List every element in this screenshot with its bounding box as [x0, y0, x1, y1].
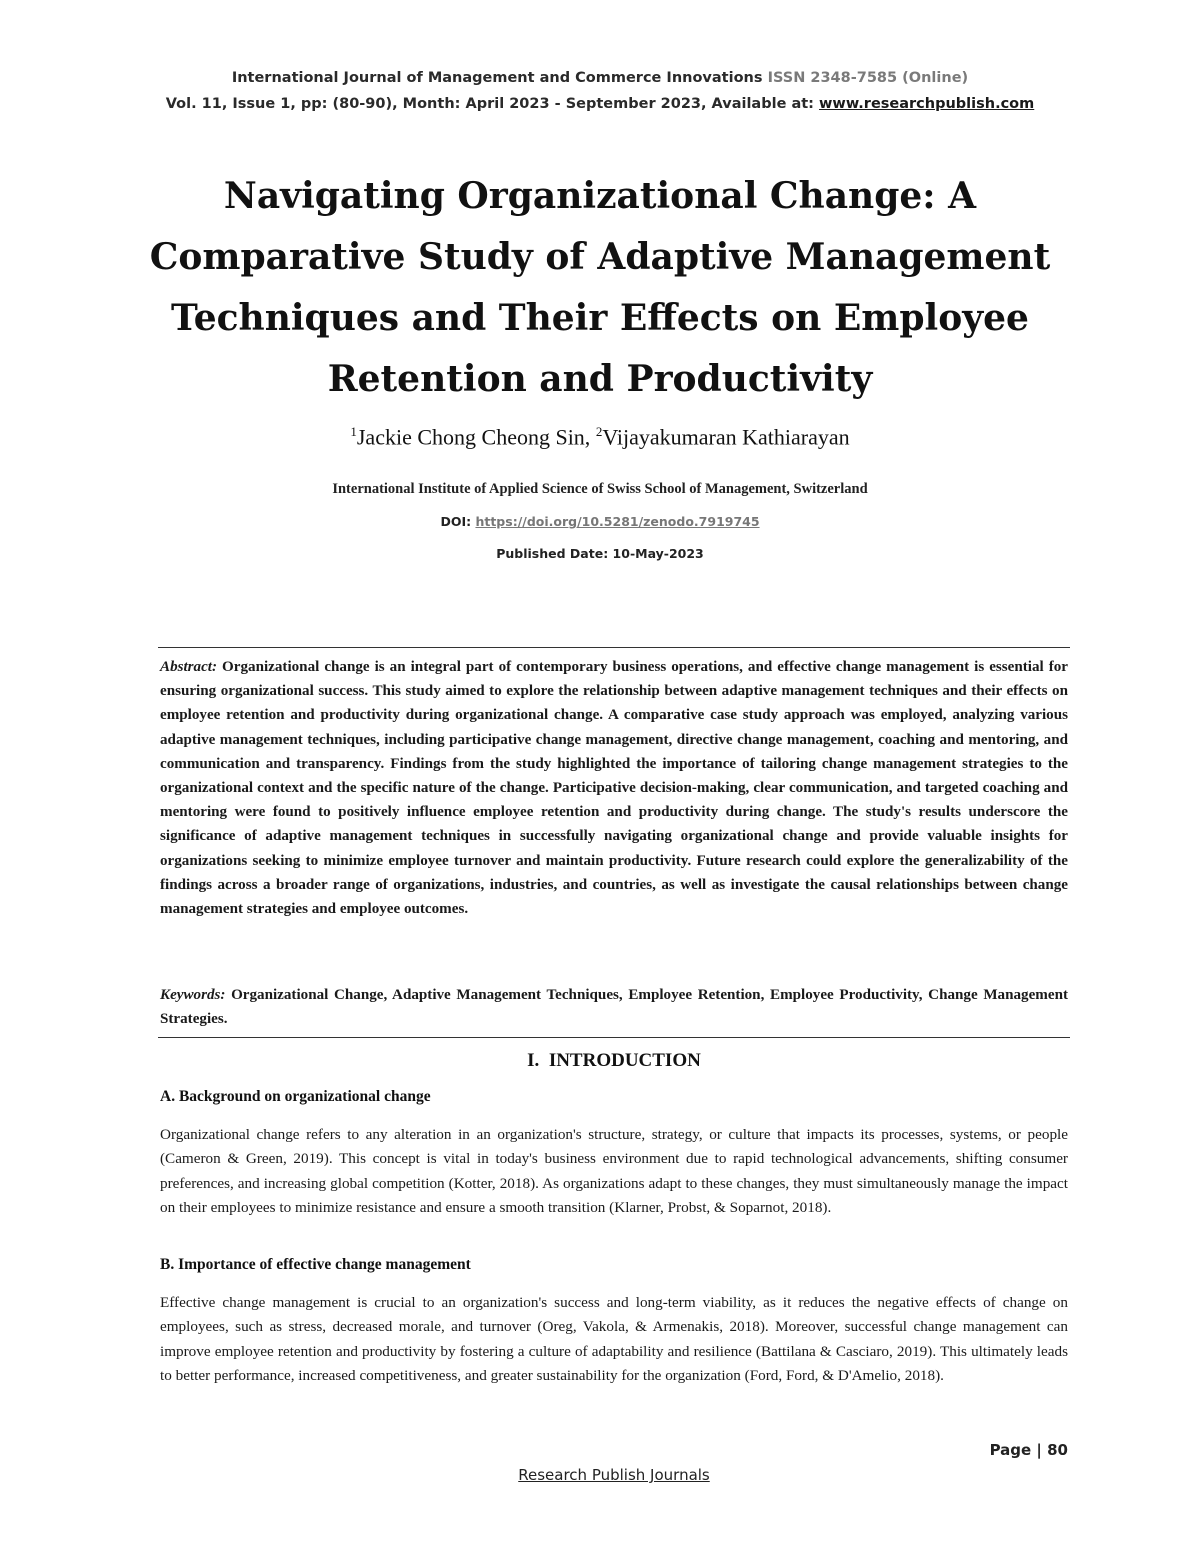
title-line: Navigating Organizational Change: A	[223, 175, 977, 217]
section-number: I.	[527, 1050, 540, 1071]
paper-title	[100, 166, 1100, 410]
keywords-label: Keywords:	[160, 987, 226, 1003]
subsection-heading: B. Importance of effective change management	[160, 1256, 471, 1273]
body-paragraph: Organizational change refers to any alteration in an organization's structure, strategy, or culture that impacts its processes, systems, or people (Cameron & Green, 2019). This concept is vital in today's business environment due to rapid technological advancements, shifting consumer preferences, and increasing global competition (Kotter, 2018). As organizations adapt to these changes, they must simultaneously manage the impact on their employees to minimize resistance and ensure a smooth transition (Klarner, Probst, & Soparnot, 2018).	[160, 1126, 1068, 1217]
author-index: 2	[595, 424, 603, 439]
author-index: 1	[350, 424, 357, 439]
abstract-text: Organizational change is an integral part of contemporary business operations, and effective change management is essential for ensuring organizational success. This study aimed to explore the relationship between adaptive management techniques and their effects on employee retention and productivity during organizational change. A comparative case study approach was employed, analyzing various adaptive management techniques, including participative change management, directive change management, coaching and mentoring, and communication and transparency. Findings from the study highlighted the importance of tailoring change management strategies to the organizational context and the specific nature of the change. Participative decision-making, clear communication, and targeted coaching and mentoring were found to positively influence employee retention and productivity during change. The study's results underscore the significance of adaptive management techniques in successfully navigating organizational change and provide valuable insights for organizations seeking to minimize employee turnover and maintain productivity. Future research could explore the generalizability of the findings across a broader range of organizations, industries, and countries, as well as investigate the causal relationships between change management strategies and employee outcomes.	[160, 659, 1068, 918]
abstract-top-divider	[158, 647, 1070, 648]
body-paragraph: Effective change management is crucial to an organization's success and long-term viability, as it reduces the negative effects of change on employees, such as stress, decreased morale, and turnover (Oreg, Vakola, & Armenakis, 2018). Moreover, successful change management can improve employee retention and productivity by fostering a culture of adaptability and resilience (Battilana & Casciaro, 2019). This ultimately leads to better performance, increased competitiveness, and greater sustainability for the organization (Ford, Ford, & D'Amelio, 2018).	[160, 1294, 1068, 1385]
volume-info	[0, 96, 1200, 112]
keywords	[160, 983, 1068, 1031]
published-date: Published Date: 10-May-2023	[496, 546, 704, 561]
keywords-text: Organizational Change, Adaptive Management Techniques, Employee Retention, Employee Productivity, Change Management Strategies.	[160, 987, 1068, 1028]
publisher-link[interactable]: Research Publish Journals	[518, 1466, 710, 1484]
author-name: Vijayakumaran Kathiarayan	[602, 424, 850, 450]
title-line: Retention and Productivity	[327, 358, 873, 400]
title-line: Comparative Study of Adaptive Management	[149, 236, 1051, 278]
issn: ISSN 2348-7585 (Online)	[767, 70, 969, 86]
section-title: INTRODUCTION	[548, 1050, 701, 1071]
doi	[0, 514, 1200, 529]
journal-header	[0, 70, 1200, 86]
doi-link[interactable]: https://doi.org/10.5281/zenodo.7919745	[475, 514, 760, 529]
doi-label: DOI:	[440, 514, 472, 529]
section-heading	[0, 1050, 1200, 1072]
author-list	[0, 424, 1200, 450]
page-number: Page | 80	[989, 1441, 1068, 1459]
affiliation: International Institute of Applied Science of Swiss School of Management, Switzerland	[332, 481, 868, 497]
subsection-heading: A. Background on organizational change	[160, 1088, 431, 1105]
abstract	[160, 655, 1068, 921]
author-name: Jackie Chong Cheong Sin,	[356, 424, 591, 450]
abstract-label: Abstract:	[160, 659, 218, 675]
journal-website-link[interactable]: www.researchpublish.com	[819, 96, 1035, 112]
volume-line: Vol. 11, Issue 1, pp: (80-90), Month: April 2023 - September 2023, Available at:	[165, 96, 814, 112]
footer	[0, 1466, 1200, 1484]
abstract-bottom-divider	[158, 1037, 1070, 1038]
title-line: Techniques and Their Effects on Employee	[171, 297, 1029, 339]
journal-name: International Journal of Management and Commerce Innovations	[231, 70, 763, 86]
